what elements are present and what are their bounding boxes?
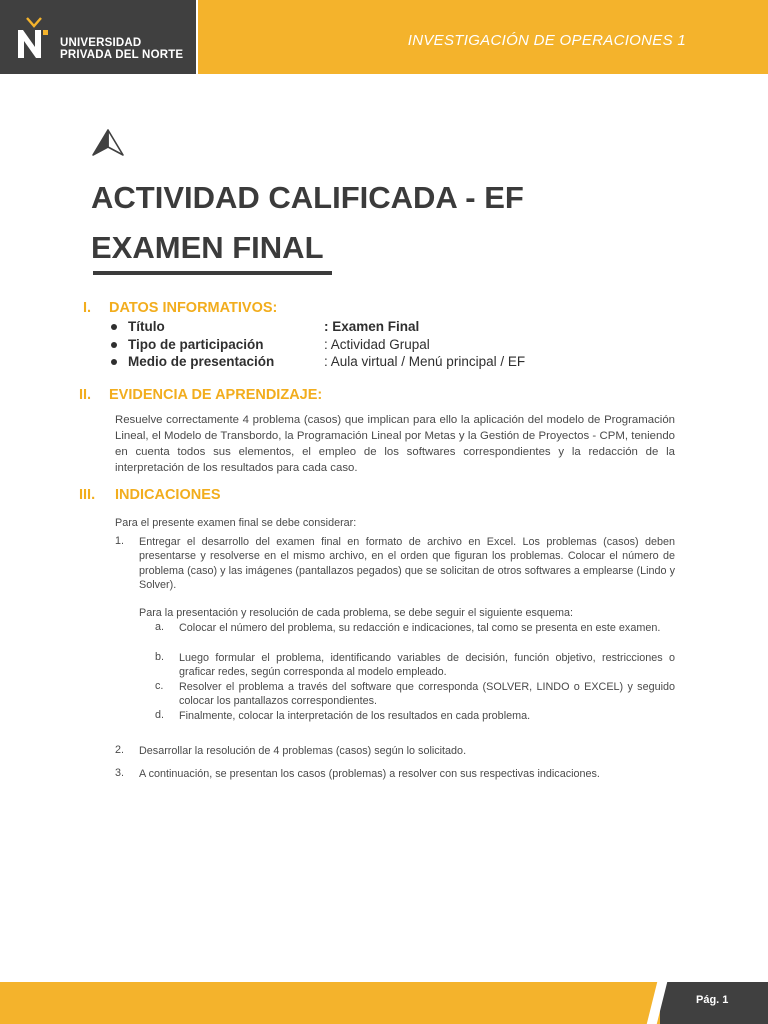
list-item-number: 2. <box>115 744 125 756</box>
sublist-item-text: Luego formular el problema, identificando variables de decisión, función objetivo, restricciones o graficar redes, según corresponda al modelo empleado. <box>179 652 675 679</box>
list-item-text: A continuación, se presentan los casos (problemas) a resolver con sus respectivas indicaciones. <box>139 768 600 780</box>
bullet-icon <box>111 342 117 348</box>
bullet-icon <box>111 359 117 365</box>
document-subtitle: EXAMEN FINAL <box>91 230 324 265</box>
list-item-text: Entregar el desarrollo del examen final en formato de archivo en Excel. Los problemas (casos) deben presentarse y resolverse en el mismo archivo, en el orden que figuran los problemas. Colocar el número de problema (caso) y las imágenes (pantallazos pegados) que se solicitan de otros softwares a emplearse (Lindo y Solver). <box>139 536 675 591</box>
sublist-item-number: b. <box>155 651 165 663</box>
section-title: DATOS INFORMATIVOS: <box>109 300 278 316</box>
info-value: : Examen Final <box>324 319 420 334</box>
section-number: II. <box>79 387 92 403</box>
info-value: : Actividad Grupal <box>324 337 430 352</box>
footer-page-box <box>660 982 768 1024</box>
page-header <box>0 0 768 74</box>
university-name-line2: PRIVADA DEL NORTE <box>60 49 184 61</box>
university-name-line1: UNIVERSIDAD <box>60 37 142 49</box>
course-title: INVESTIGACIÓN DE OPERACIONES 1 <box>407 32 686 49</box>
sublist-item-number: c. <box>155 680 164 692</box>
page-number: Pág. 1 <box>696 994 729 1006</box>
sublist-item-number: a. <box>155 621 165 633</box>
sublist-item-text: Finalmente, colocar la interpretación de los resultados en cada problema. <box>179 710 531 722</box>
info-label: Tipo de participación <box>128 337 264 352</box>
university-name <box>60 37 183 61</box>
page-footer <box>0 982 768 1024</box>
scheme-intro: Para la presentación y resolución de cada problema, se debe seguir el siguiente esquema: <box>139 607 573 619</box>
info-value: : Aula virtual / Menú principal / EF <box>324 354 526 369</box>
section-number: III. <box>79 487 96 503</box>
sublist-item-number: d. <box>155 709 165 721</box>
header-bar <box>198 0 768 74</box>
sublist-item-text: Colocar el número del problema, su redacción e indicaciones, tal como se presenta en este examen. <box>179 622 661 634</box>
section-number: I. <box>83 300 92 316</box>
indications-intro: Para el presente examen final se debe considerar: <box>115 517 357 529</box>
section-title: EVIDENCIA DE APRENDIZAJE: <box>109 387 323 403</box>
bullet-icon <box>111 324 117 330</box>
list-item-number: 3. <box>115 767 125 779</box>
university-logo <box>0 0 196 74</box>
document-title: ACTIVIDAD CALIFICADA - EF <box>91 180 524 215</box>
section-title: INDICACIONES <box>115 487 221 503</box>
list-item-number: 1. <box>115 535 125 547</box>
sublist-item-text: Resolver el problema a través del software que corresponda (SOLVER, LINDO o EXCEL) y seguido colocar los pantallazos correspondientes. <box>179 681 675 708</box>
list-item-text: Desarrollar la resolución de 4 problemas (casos) según lo solicitado. <box>139 745 467 757</box>
title-underline <box>93 271 332 275</box>
footer-bar <box>0 982 660 1024</box>
un-logo-icon <box>14 14 54 62</box>
evidence-paragraph: Resuelve correctamente 4 problema (casos) que implican para ello la aplicación del modelo de Programación Lineal, el Modelo de Transbordo, la Programación Lineal por Metas y la Gestión de Proyectos - CPM, teniendo en cuenta todos sus elementos, el empleo de los softwares correspondientes y la redacción de la interpretación de los resultados para cada caso. <box>115 414 675 474</box>
navigation-arrow-icon <box>90 128 126 158</box>
info-label: Título <box>128 319 165 334</box>
info-label: Medio de presentación <box>128 354 275 369</box>
